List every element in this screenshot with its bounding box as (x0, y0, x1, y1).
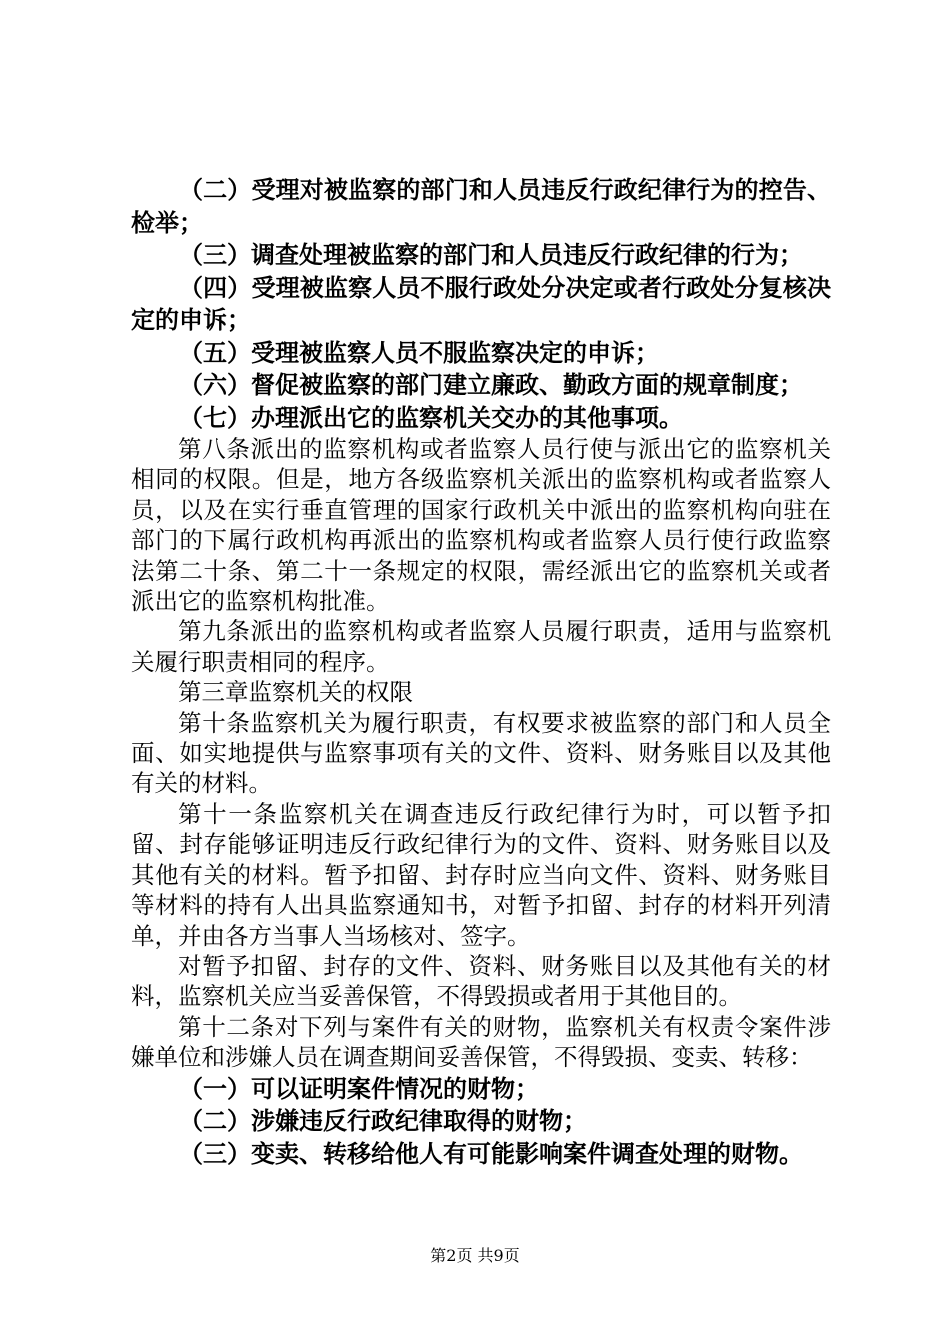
document-body (131, 174, 831, 1170)
item-7: （七）办理派出它的监察机关交办的其他事项。 (179, 403, 683, 432)
article-12-item-1: （一）可以证明案件情况的财物； (179, 1074, 539, 1103)
article-9: 第九条派出的监察机构或者监察人员履行职责，适用与监察机关履行职责相同的程序。 (131, 617, 831, 676)
item-2: （二）受理对被监察的部门和人员违反行政纪律行为的控告、检举； (131, 176, 831, 237)
article-10: 第十条监察机关为履行职责，有权要求被监察的部门和人员全面、如实地提供与监察事项有关的文件、资料、财务账目以及其他有关的材料。 (131, 708, 831, 798)
item-4: （四）受理被监察人员不服行政处分决定或者行政处分复核决定的申诉； (131, 273, 831, 334)
item-3: （三）调查处理被监察的部门和人员违反行政纪律的行为； (179, 241, 803, 269)
item-6: （六）督促被监察的部门建立廉政、勤政方面的规章制度； (179, 371, 803, 399)
article-11: 第十一条监察机关在调查违反行政纪律行为时，可以暂予扣留、封存能够证明违反行政纪律行为的文件、资料、财务账目以及其他有关的材料。暂予扣留、封存时应当向文件、资料、财务账目等材料的持有人出具监察通知书，对暂予扣留、封存的材料开列清单，并由各方当事人当场核对、签字。 (131, 799, 831, 950)
chapter-3-heading: 第三章监察机关的权限 (178, 678, 413, 707)
article-12-item-2: （二）涉嫌违反行政纪律取得的财物； (179, 1107, 587, 1136)
article-8: 第八条派出的监察机构或者监察人员行使与派出它的监察机关相同的权限。但是，地方各级监察机关派出的监察机构或者监察人员，以及在实行垂直管理的国家行政机关中派出的监察机构向驻在部门的下属行政机构再派出的监察机构或者监察人员行使行政监察法第二十条、第二十一条规定的权限，需经派出它的监察机关或者派出它的监察机构批准。 (131, 435, 831, 616)
item-5: （五）受理被监察人员不服监察决定的申诉； (179, 338, 659, 367)
article-12-item-3: （三）变卖、转移给他人有可能影响案件调查处理的财物。 (179, 1139, 803, 1168)
article-11-continued: 对暂予扣留、封存的文件、资料、财务账目以及其他有关的材料，监察机关应当妥善保管，不得毁损或者用于其他目的。 (131, 951, 831, 1011)
page-footer: 第2页 共9页 (430, 1246, 520, 1265)
article-12: 第十二条对下列与案件有关的财物，监察机关有权责令案件涉嫌单位和涉嫌人员在调查期间妥善保管，不得毁损、变卖、转移： (131, 1012, 831, 1072)
